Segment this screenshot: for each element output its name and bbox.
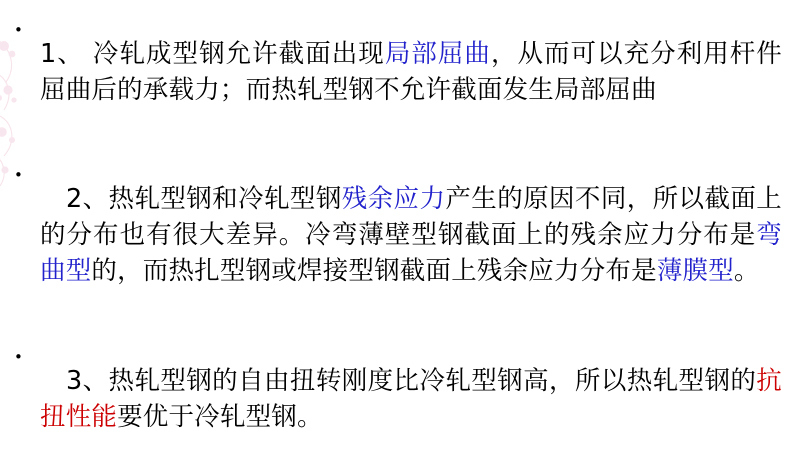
paragraph-3-run-1: 3、热轧型钢的自由扭转刚度比冷轧型钢高，所以热轧型钢的 — [66, 365, 757, 396]
bullet-icon: • — [14, 21, 23, 39]
list-item — [14, 337, 782, 460]
paragraph-1 — [40, 36, 782, 108]
paragraph-1-run-1: 1、 — [40, 38, 84, 69]
paragraph-1-run-2: 冷轧成型钢允许截面出现 — [83, 38, 385, 69]
paragraph-2 — [40, 181, 782, 290]
paragraph-3-run-2: 要优于冷轧型钢。 — [117, 401, 323, 432]
list-item — [14, 10, 782, 133]
paragraph-3-highlight-1: 抗扭性能 — [40, 365, 782, 432]
paragraph-1-highlight-1: 局部屈曲 — [384, 38, 491, 69]
paragraph-2-highlight-2: 弯曲型 — [40, 220, 782, 287]
bullet-icon: • — [14, 348, 23, 367]
paragraph-2-run-3: 的，而热扎型钢或焊接型钢截面上残余应力分布是 — [91, 256, 657, 287]
paragraph-2-run-1: 2、热轧型钢和冷轧型钢 — [66, 183, 342, 214]
paragraph-2-run-4: 。 — [733, 256, 760, 287]
paragraph-2-run-2: 产生的原因不同，所以截面上的分布也有很大差异。冷弯薄壁型钢截面上的残余应力分布是 — [40, 183, 782, 251]
bullet-icon: • — [14, 166, 23, 185]
list-item — [14, 155, 782, 315]
paragraph-1-run-3: ，从而可以充分利用杆件屈曲后的承载力；而热轧型钢不允许截面发生局部屈曲 — [40, 38, 782, 105]
paragraph-3 — [40, 363, 782, 435]
paragraph-2-highlight-3: 薄膜型 — [656, 256, 734, 287]
paragraph-2-highlight-1: 残余应力 — [341, 183, 446, 214]
